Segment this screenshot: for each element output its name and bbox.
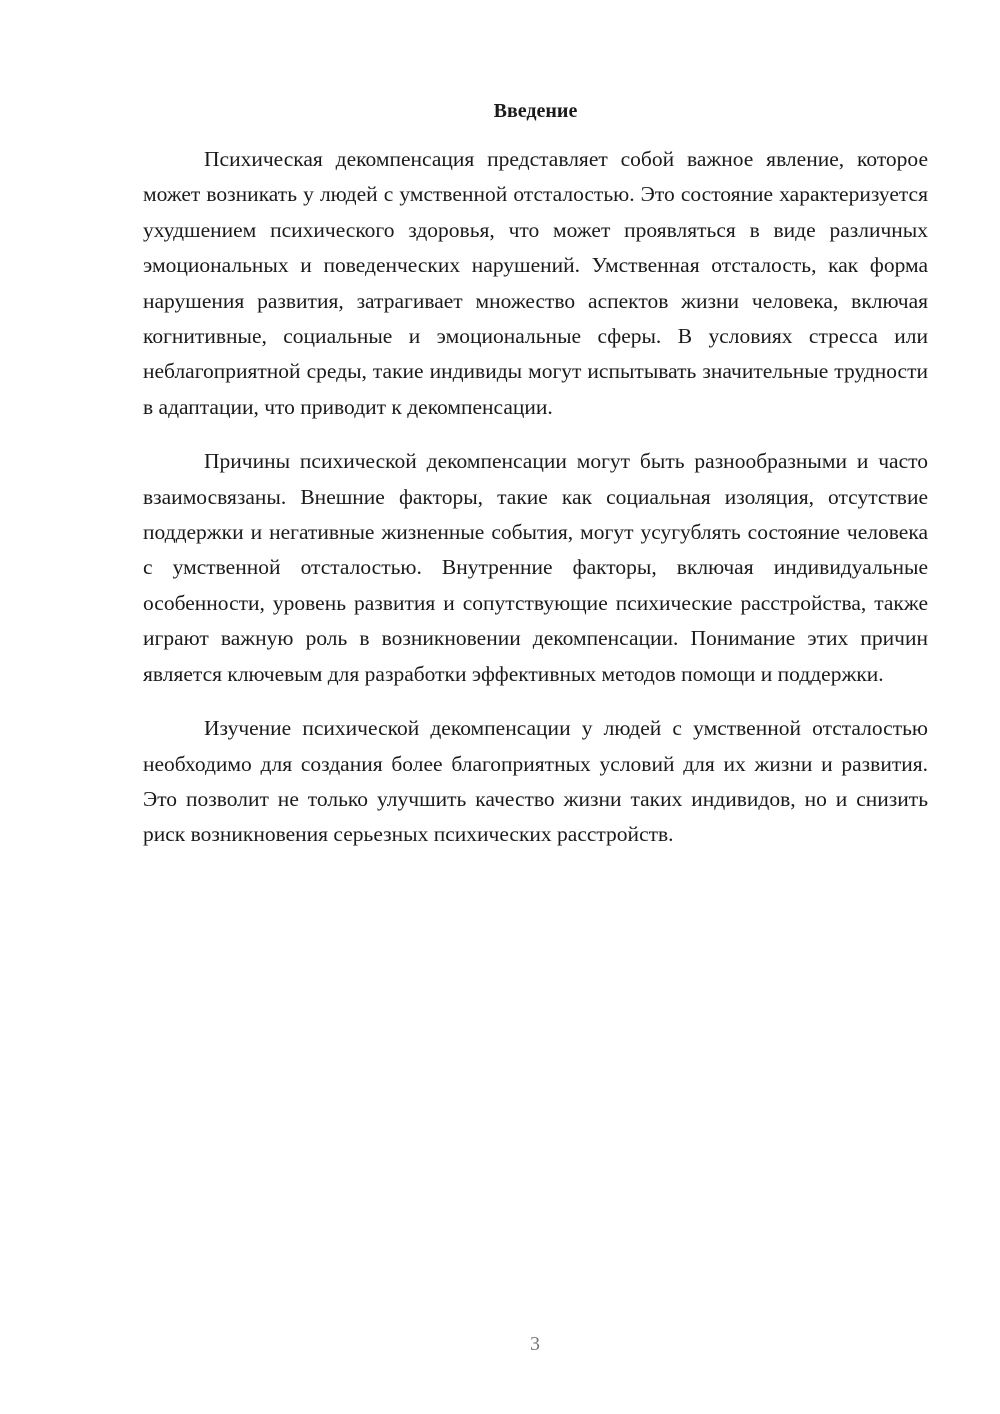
paragraph-1: Психическая декомпенсация представляет собой важное явление, которое может возникать у людей с умственной отсталостью. Это состояние характеризуется ухудшением психического здоровья, что может проявляться в виде различных эмоциональных и поведенческих нарушений. Умственная отсталость, как форма нарушения развития, затрагивает множество аспектов жизни человека, включая когнитивные, социальные и эмоциональные сферы. В условиях стресса или неблагоприятной среды, такие индивиды могут испытывать значительные трудности в адаптации, что приводит к декомпенсации. [143, 147, 928, 419]
paragraph-3: Изучение психической декомпенсации у людей с умственной отсталостью необходимо для создания более благоприятных условий для их жизни и развития. Это позволит не только улучшить качество жизни таких индивидов, но и снизить риск возникновения серьезных психических расстройств. [143, 716, 928, 847]
paragraph-2: Причины психической декомпенсации могут быть разнообразными и часто взаимосвязаны. Внешние факторы, такие как социальная изоляция, отсутствие поддержки и негативные жизненные события, могут усугублять состояние человека с умственной отсталостью. Внутренние факторы, включая индивидуальные особенности, уровень развития и сопутствующие психические расстройства, также играют важную роль в возникновении декомпенсации. Понимание этих причин является ключевым для разработки эффективных методов помощи и поддержки. [143, 449, 928, 686]
body-text [143, 142, 928, 872]
page-number: 3 [530, 1333, 540, 1355]
section-title: Введение [493, 100, 578, 122]
